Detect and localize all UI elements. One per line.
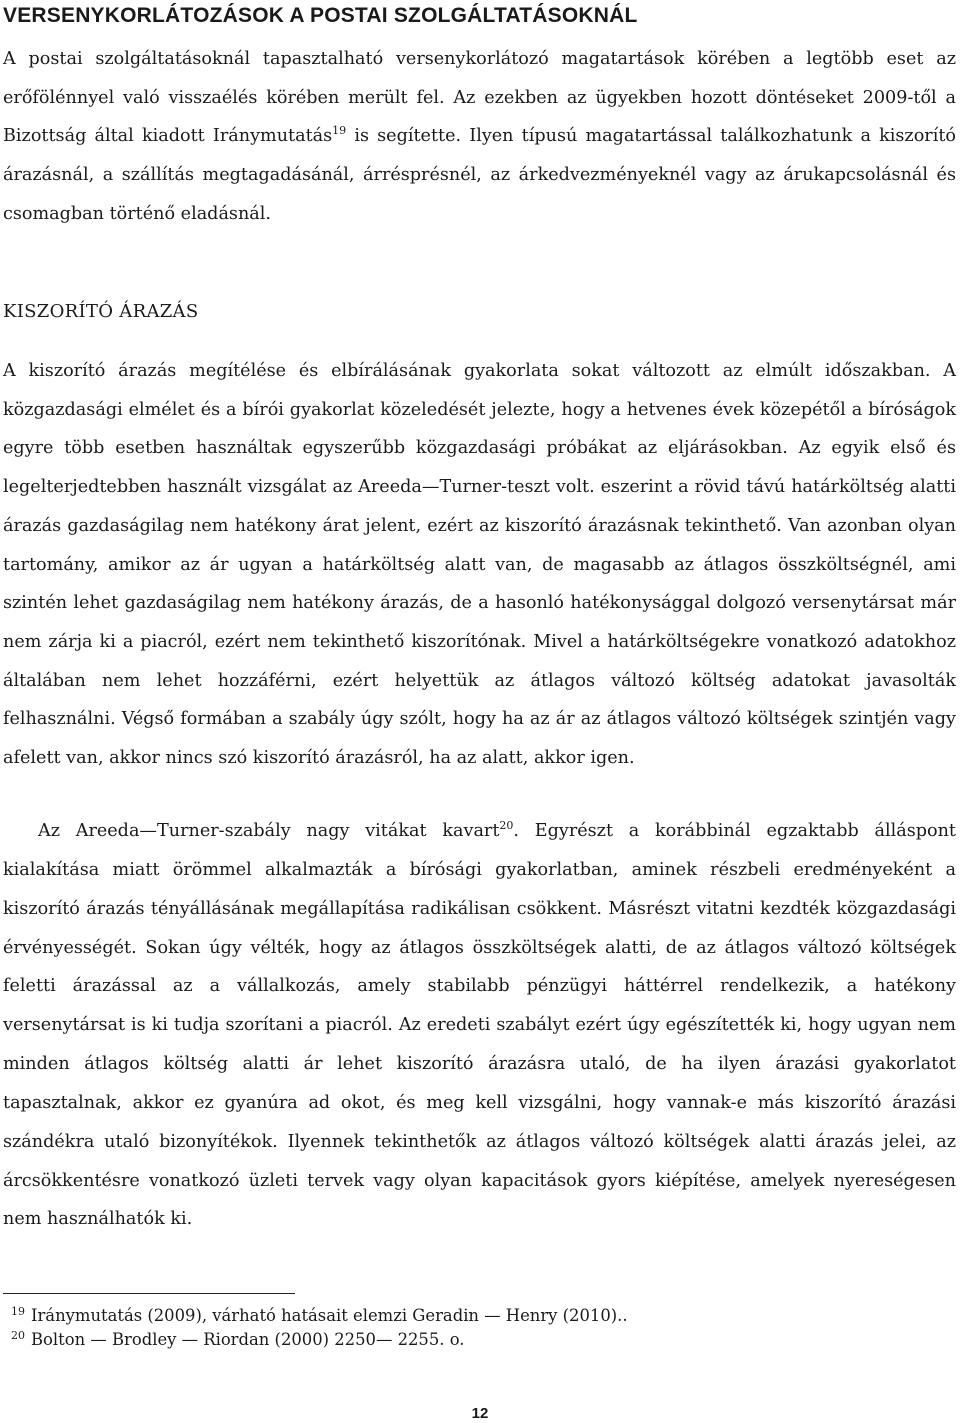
para2-text: Az Areeda—Turner-szabály nagy vitákat kavart [38, 821, 500, 841]
footnote-separator [3, 1293, 295, 1294]
section-title: VERSENYKORLÁTOZÁSOK A POSTAI SZOLGÁLTATÁSOKNÁL [3, 4, 638, 27]
intro-paragraph [3, 40, 956, 234]
footnote-number: 19 [11, 1304, 25, 1318]
page-number: 12 [471, 1405, 489, 1422]
intro-text-cont: is segítette. Ilyen típusú magatartással találkozhatunk a kiszorító árazásnál, a szállítás megtagadásánál, árrésprésnél, az árkedvezményeknél vagy az árukapcsolásnál és csomagban történő eladásnál. [3, 126, 956, 224]
intro-text: A postai szolgáltatásoknál tapasztalható versenykorlátozó magatartások körében a legtöbb eset az erőfölénnyel való visszaélés körében merült fel. Az ezekben az ügyekben hozott döntéseket 2009-től a Bizottság által kiadott Iránymutatás [3, 49, 956, 147]
footnote-text: Iránymutatás (2009), várható hatásait elemzi Geradin — Henry (2010).. [31, 1306, 628, 1325]
subsection-title: KISZORÍTÓ ÁRAZÁS [3, 301, 199, 322]
footnote-ref-19[interactable]: 19 [332, 124, 347, 138]
body-paragraph-1: A kiszorító árazás megítélése és elbírálásának gyakorlata sokat változott az elmúlt időszakban. A közgazdasági elmélet és a bírói gyakorlat közeledését jelezte, hogy a hetvenes évek közepétől a bíróságok egyre több esetben használtak egyszerűbb közgazdasági próbákat az eljárásokban. Az egyik első és legelterjedtebben használt vizsgálat az Areeda—Turner-teszt volt. eszerint a rövid távú határköltség alatti árazás gazdaságilag nem hatékony árat jelent, ezért az kiszorító árazásnak tekinthető. Van azonban olyan tartomány, amikor az ár ugyan a határköltség alatt van, de magasabb az átlagos összköltségnél, ami szintén lehet gazdaságilag nem hatékony árazás, de a hasonló hatékonysággal dolgozó versenytársat már nem zárja ki a piacról, ezért nem tekinthető kiszorítónak. Mivel a határköltségekre vonatkozó adatokhoz általában nem lehet hozzáférni, ezért helyettük az átlagos változó költség adatokat javasolták felhasználni. Végső formában a szabály úgy szólt, hogy ha az ár az átlagos változó költségek szintjén vagy afelett van, akkor nincs szó kiszorító árazásról, ha az alatt, akkor igen. [3, 361, 956, 769]
footnote-ref-20[interactable]: 20 [499, 819, 514, 833]
footnote-19 [3, 1305, 628, 1327]
footnote-text: Bolton — Brodley — Riordan (2000) 2250— 2255. o. [31, 1330, 465, 1349]
footnote-number: 20 [11, 1328, 25, 1342]
footnote-20 [3, 1329, 465, 1351]
body-paragraph-2 [3, 812, 956, 1239]
para2-text-cont: . Egyrészt a korábbinál egzaktabb álláspont kialakítása miatt örömmel alkalmazták a bírósági gyakorlatban, aminek részbeli eredményeként a kiszorító árazás tényállásának megállapítása radikálisan csökkent. Másrészt vitatni kezdték közgazdasági érvényességét. Sokan úgy vélték, hogy az átlagos összköltségek alatti, de az átlagos változó költségek feletti árazással az a vállalkozás, amely stabilabb pénzügyi háttérrel rendelkezik, a hatékony versenytársat is ki tudja szorítani a piacról. Az eredeti szabályt ezért úgy egészítették ki, hogy ugyan nem minden átlagos költség alatti ár lehet kiszorító árazásra utaló, de ha ilyen árazási gyakorlatot tapasztalnak, akkor ez gyanúra ad okot, és meg kell vizsgálni, hogy vannak-e más kiszorító árazási szándékra utaló bizonyítékok. Ilyennek tekinthetők az átlagos változó költségek alatti árazás jelei, az árcsökkentésre vonatkozó üzleti tervek vagy olyan kapacitások gyors kiépítése, amelyek nyereségesen nem használhatók ki. [3, 821, 956, 1230]
